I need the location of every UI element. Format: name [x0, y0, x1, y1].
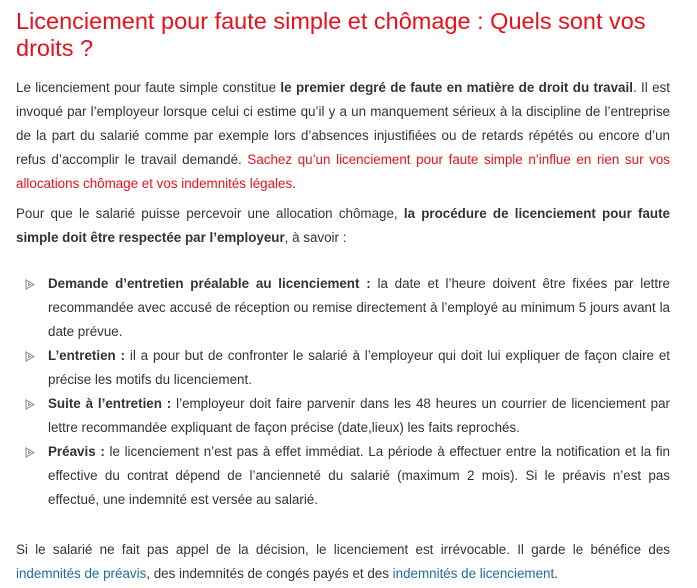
list-item: [48, 440, 670, 512]
page-title: Licenciement pour faute simple et chômage : Quels sont vos droits ?: [16, 8, 646, 61]
step-text: la date et l’heure doivent être fixées par lettre recommandée avec accusé de réception ou remise directement à l’employé au minimum 5 jours avant la date prévue.: [48, 276, 670, 339]
intro-paragraph: [16, 76, 670, 196]
conclusion-end: .: [554, 566, 558, 581]
conclusion-paragraph: [16, 538, 670, 586]
step-text: le licenciement n’est pas à effet immédiat. La période à effectuer entre la notification et la fin effective du contrat dépend de l’ancienneté du salarié (maximum 2 mois). Si le préavis n’est pas effectué, une indemnité est versée au salarié.: [48, 444, 670, 507]
step-text: il a pour but de confronter le salarié à l’employeur qui doit lui expliquer de façon claire et précise les motifs du licenciement.: [48, 348, 670, 387]
intro-end: .: [292, 176, 296, 191]
triangle-bullet-icon: [25, 351, 35, 362]
procedure-steps-list: [0, 272, 697, 512]
intro-text-1: Le licenciement pour faute simple constitue: [16, 80, 281, 95]
conclusion-text-1: Si le salarié ne fait pas appel de la décision, le licenciement est irrévocable. Il garde le bénéfice des: [16, 542, 670, 557]
intro-bold: le premier degré de faute en matière de droit du travail: [280, 80, 633, 95]
triangle-bullet-icon: [25, 399, 35, 410]
procedure-text-2: , à savoir :: [284, 230, 347, 245]
step-label: Demande d’entretien préalable au licenciement :: [48, 276, 371, 291]
indemnites-preavis-link[interactable]: indemnités de préavis: [16, 566, 147, 581]
intro-text-2: . Il est invoqué par l’employeur lorsque celui ci estime qu’il y a un manquement sérieux à la discipline de l’entreprise de la part du salarié comme par exemple lors d’absences injustifiées ou de retards répétés ou encore d’un refus d’accomplir le travail demandé.: [16, 80, 670, 167]
procedure-text-1: Pour que le salarié puisse percevoir une allocation chômage,: [16, 206, 404, 221]
list-item: [48, 392, 670, 440]
triangle-bullet-icon: [25, 447, 35, 458]
indemnites-licenciement-link[interactable]: indemnités de licenciement: [392, 566, 555, 581]
step-label: L’entretien :: [48, 348, 126, 363]
list-item: [48, 344, 670, 392]
procedure-paragraph: [16, 202, 670, 250]
procedure-bold: la procédure de licenciement pour faute simple doit être respectée par l’employeur: [16, 206, 671, 245]
conclusion-text-2: , des indemnités de congés payés et des: [146, 566, 393, 581]
step-text: l’employeur doit faire parvenir dans les 48 heures un courrier de licenciement par lettre recommandée expliquant de façon précise (date,lieux) les faits reprochés.: [48, 396, 670, 435]
step-label: Suite à l’entretien :: [48, 396, 172, 411]
intro-highlight: Sachez qu’un licenciement pour faute simple n’influe en rien sur vos allocations chômage et vos indemnités légales: [16, 152, 670, 191]
triangle-bullet-icon: [25, 279, 35, 290]
step-label: Préavis :: [48, 444, 105, 459]
list-item: [48, 272, 670, 344]
